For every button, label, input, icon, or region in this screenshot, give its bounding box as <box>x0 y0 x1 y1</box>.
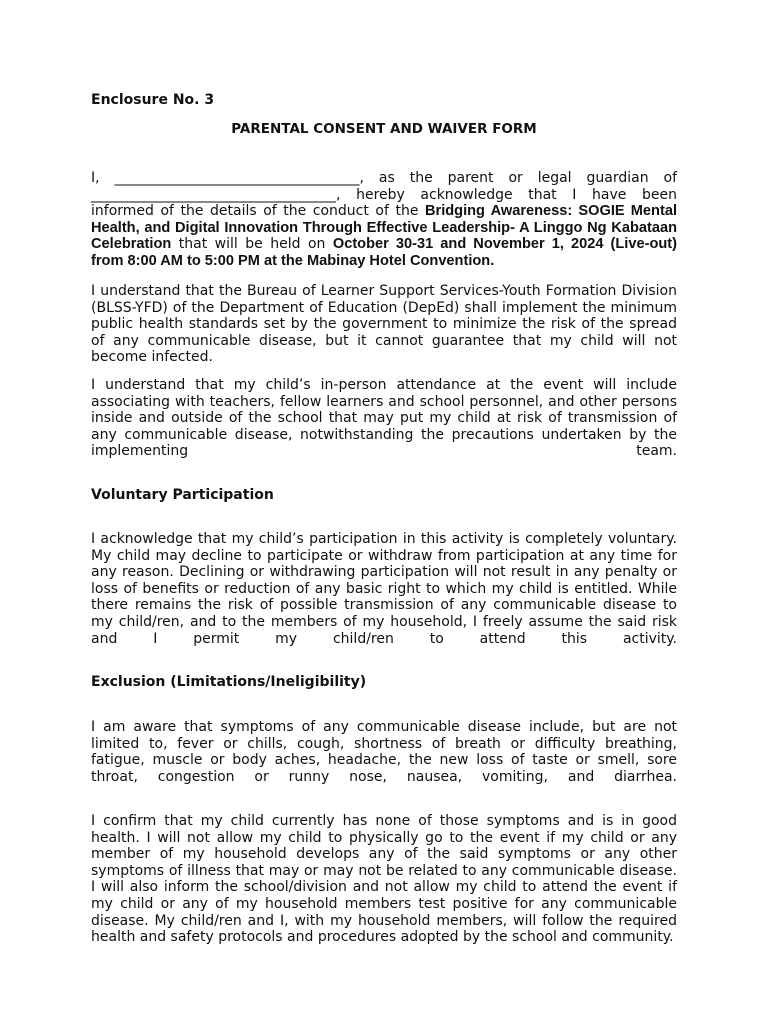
voluntary-participation-heading: Voluntary Participation <box>91 487 274 503</box>
enclosure-label: Enclosure No. 3 <box>91 92 215 108</box>
exclusion-heading: Exclusion (Limitations/Ineligibility) <box>91 674 367 690</box>
attendance-risk-paragraph: I understand that my child’s in-person attendance at the event will include associating with teachers, fellow learners and school personnel, and other persons inside and outside of the school that may put my child at risk of transmission of any communicable disease, notwithstanding the precautions undertaken by the implementing team. <box>91 377 677 460</box>
voluntary-participation-paragraph: I acknowledge that my child’s participation in this activity is completely voluntary. My child may decline to participate or withdraw from participation at any time for any reason. Declining or withdrawing participation will not result in any penalty or loss of benefits or reduction of any basic right to which my child is entitled. While there remains the risk of possible transmission of any communicable disease to my child/ren, and to the members of my household, I freely assume the said risk and I permit my child/ren to attend this activity. <box>91 531 677 647</box>
health-standards-paragraph: I understand that the Bureau of Learner Support Services-Youth Formation Division (BLSS-YFD) of the Department of Education (DepEd) shall implement the minimum public health standards set by the government to minimize the risk of the spread of any communicable disease, but it cannot guarantee that my child will not become infected. <box>91 283 677 366</box>
health-confirmation-paragraph: I confirm that my child currently has none of those symptoms and is in good health. I will not allow my child to physically go to the event if my child or any member of my household develops any of the said symptoms or any other symptoms of illness that may or may not be related to any communicable disease. I will also inform the school/division and not allow my child to attend the event if my child or any of my household members test positive for any communicable disease. My child/ren and I, with my household members, will follow the required health and safety protocols and procedures adopted by the school and community. <box>91 813 677 946</box>
form-title: PARENTAL CONSENT AND WAIVER FORM <box>231 121 537 137</box>
symptoms-paragraph: I am aware that symptoms of any communicable disease include, but are not limited to, fever or chills, cough, shortness of breath or difficulty breathing, fatigue, muscle or body aches, headache, the new loss of taste or smell, sore throat, congestion or runny nose, nausea, vomiting, and diarrhea. <box>91 719 677 785</box>
event-details: October 30-31 and November 1, 2024 (Live-out) from 8:00 AM to 5:00 PM at the Mabinay Hotel Convention. <box>91 236 678 269</box>
intro-paragraph <box>91 170 677 270</box>
event-name: Bridging Awareness: SOGIE Mental Health, and Digital Innovation Through Effective Leadership- A Linggo Ng Kabataan Celebration <box>91 203 677 253</box>
intro-text-2: that will be held on <box>171 236 333 253</box>
intro-text-1: I, ___________________________________, as the parent or legal guardian of ___________________________________, hereby acknowledge that I have been informed of the details of the conduct of the <box>91 170 677 220</box>
